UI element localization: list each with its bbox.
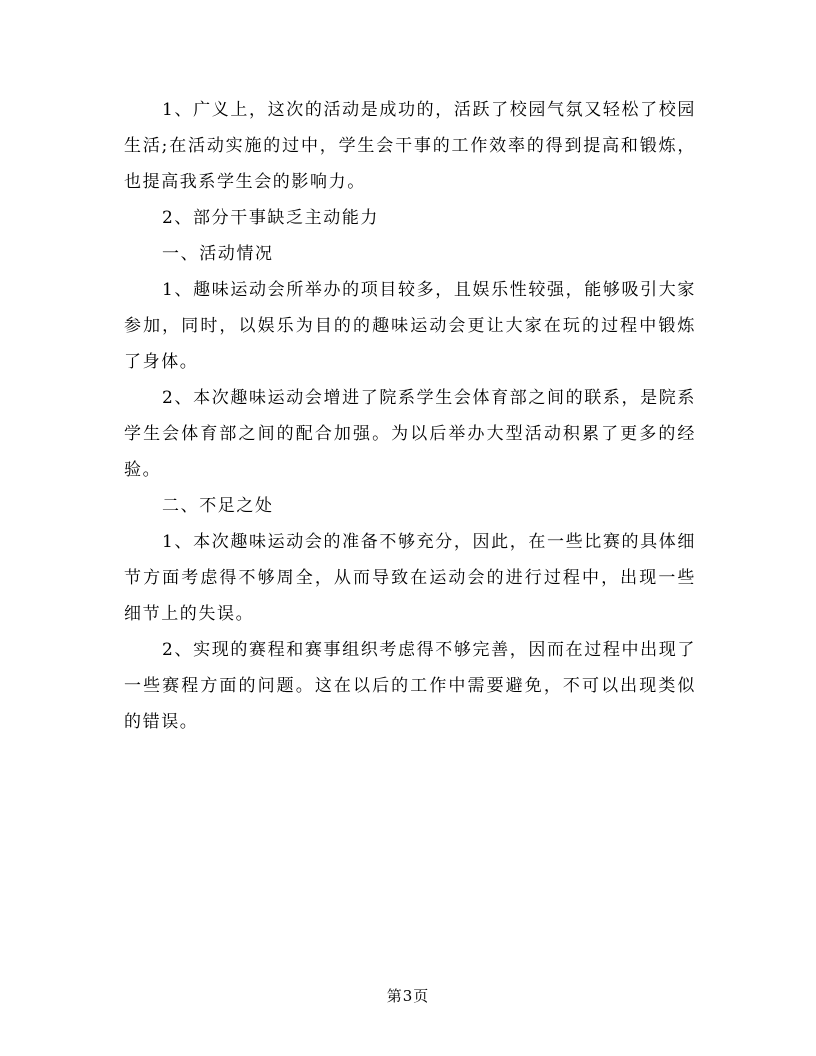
section-heading-activity-status: 一、活动情况	[162, 244, 274, 264]
paragraph-shortcoming-2: 2、实现的赛程和赛事组织考虑得不够完善，因而在过程中出现了一些赛程方面的问题。这在以后的工作中需要避免，不可以出现类似的错误。	[124, 640, 696, 732]
paragraph-activity-1: 1、趣味运动会所举办的项目较多，且娱乐性较强，能够吸引大家参加，同时，以娱乐为目的的趣味运动会更让大家在玩的过程中锻炼了身体。	[124, 280, 696, 372]
paragraph-conclusion-2: 2、部分干事缺乏主动能力	[162, 208, 380, 228]
paragraph-activity-2: 2、本次趣味运动会增进了院系学生会体育部之间的联系，是院系学生会体育部之间的配合加强。为以后举办大型活动积累了更多的经验。	[124, 388, 696, 480]
section-heading-shortcomings: 二、不足之处	[162, 496, 274, 516]
paragraph-conclusion-1: 1、广义上，这次的活动是成功的，活跃了校园气氛又轻松了校园生活;在活动实施的过中，学生会干事的工作效率的得到提高和锻炼，也提高我系学生会的影响力。	[124, 100, 696, 192]
page-number: 第3页	[386, 987, 430, 1005]
document-body	[124, 92, 696, 740]
paragraph-shortcoming-1: 1、本次趣味运动会的准备不够充分，因此，在一些比赛的具体细节方面考虑得不够周全，从而导致在运动会的进行过程中，出现一些细节上的失误。	[124, 532, 696, 624]
